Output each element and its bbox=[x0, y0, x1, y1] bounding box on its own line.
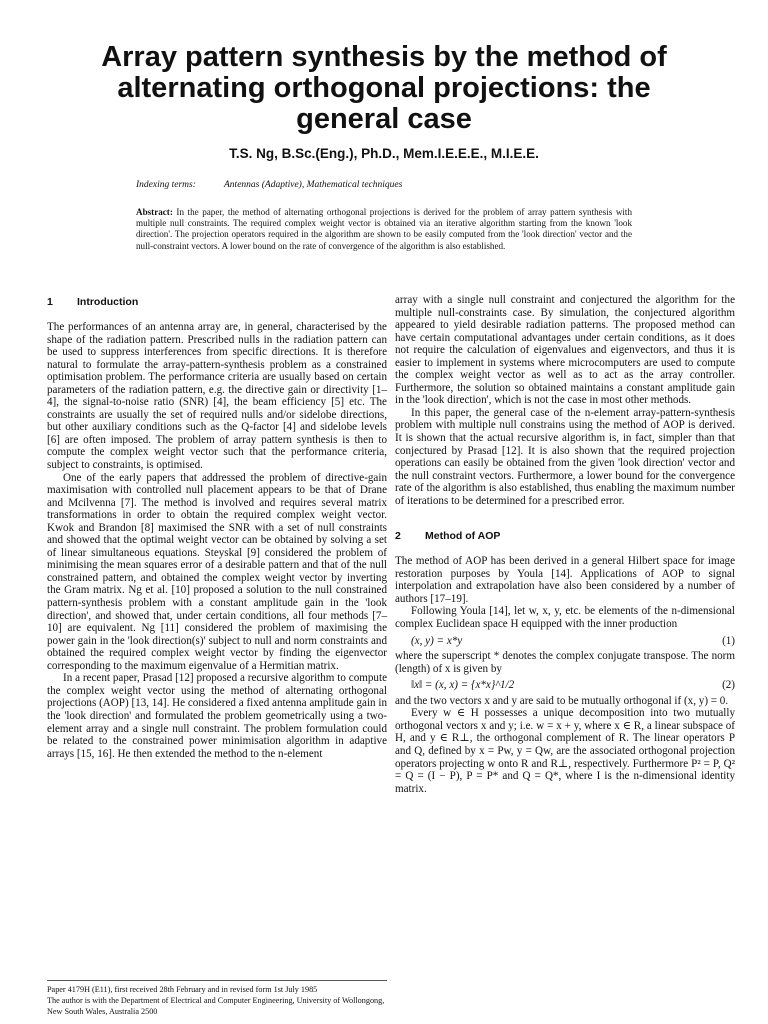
abstract-label: Abstract: bbox=[136, 207, 173, 217]
title-line: general case bbox=[296, 103, 472, 135]
body-paragraph: array with a single null constraint and conjectured the algorithm for the multiple null-constraints case. By simulation, the conjectured algorithm appeared to yield desirable radiation patterns. The proposed method can have certain computational advantages under certain conditions, as it does not require the calculation of eigenvalues and eigenvectors, and thus it is easier to implement in systems where microcomputers are used to compute the complex weight vector as well as to act as the array controller. Furthermore, the solution so obtained maintains a constant amplitude gain in the 'look direction', which is not the case in most other methods. bbox=[395, 294, 735, 407]
footnote-line: Paper 4179H (E11), first received 28th February and in revised form 1st July 1985 bbox=[47, 985, 318, 994]
footnote-line: The author is with the Department of Electrical and Computer Engineering, University of Wollongong, New South Wales, Australia 2500 bbox=[47, 996, 385, 1016]
indexing-terms bbox=[136, 180, 402, 190]
section-heading-method-of-aop bbox=[395, 530, 735, 542]
body-paragraph: In this paper, the general case of the n-element array-pattern-synthesis problem with multiple null constrains using the method of AOP is derived. It is shown that the actual recursive algorithm is, in fact, simpler than that conjectured by Prasad [12]. It is also shown that the required projection operations can easily be obtained from the given 'look direction' vector and the null constraint vectors. Furthermore, a lower bound for the convergence rate of the algorithm is also established, thus enabling the maximum number of iterations to be determined for a prescribed error. bbox=[395, 406, 735, 507]
body-paragraph: Every w ∈ H possesses a unique decomposition into two mutually orthogonal vectors x and y; i.e. w = x + y, where x ∈ R, a linear subspace of H, and y ∈ R⊥, the orthogonal complement of R. The linear operators P and Q, defined by x = Pw, y = Qw, are the associated orthogonal projection operators projecting w onto R and R⊥, respectively. Furthermore P² = P, Q² = Q = (I − P), P = P* and Q = Q*, where I is the n-dimensional identity matrix. bbox=[395, 707, 735, 795]
body-paragraph: and the two vectors x and y are said to be mutually orthogonal if (x, y) = 0. bbox=[395, 694, 729, 707]
paper-title bbox=[40, 42, 728, 135]
abstract-text: In the paper, the method of alternating orthogonal projections is derived for the problem of array pattern synthesis with multiple null constraints. The required complex weight vector is obtained via an iterative algorithm starting from the known 'look direction'. The projection operators required in the algorithm are shown to be easily computed from the 'look direction' vector and the null-constraint vectors. A lower bound on the rate of convergence of the algorithm is also established. bbox=[136, 207, 632, 251]
abstract bbox=[136, 207, 632, 252]
equation-1 bbox=[395, 635, 735, 648]
section-title: Introduction bbox=[77, 296, 139, 308]
equation-2 bbox=[395, 679, 735, 692]
indexing-values: Antennas (Adaptive), Mathematical techniques bbox=[224, 180, 403, 190]
section-number: 1 bbox=[47, 296, 53, 308]
body-paragraph: One of the early papers that addressed the problem of directive-gain maximisation with controlled null placement appears to be that of Drane and Mcilvenna [7]. The method is involved and requires several matrix transformations in order to obtain the required complex weight vector. Kwok and Brandon [8] maximised the SNR with a set of null constraints and showed that the optimal weight vector can be obtained by solving a set of linear simultaneous equations. Steyskal [9] considered the problem of minimising the mean squares error of a desirable pattern and that of the null constrained pattern, and obtained the complex weight vector by inverting the Gram matrix. Ng et al. [10] proposed a solution to the null constrained pattern-synthesis problem with a constant amplitude gain in the 'look direction', and showed that, under certain conditions, all four methods [7–10] are equivalent. Ng [11] considered the problem of maximising the power gain in the 'look direction(s)' subject to null and norm constraints and obtained the required complex weight vector by finding the eigenvector corresponding to the maximum eigenvalue of a Hermitian matrix. bbox=[47, 471, 387, 672]
equation-body: (x, y) = x*y bbox=[411, 634, 463, 647]
equation-number: (2) bbox=[722, 679, 735, 692]
body-paragraph: In a recent paper, Prasad [12] proposed a recursive algorithm to compute the complex weight vector using the method of alternating orthogonal projections (AOP) [13, 14]. He considered a fixed antenna amplitude gain in the 'look direction' and formulated the problem geometrically using a two-element array and a single null constraint. The problem formulation could be related to the constrained power minimisation algorithm in adaptive arrays [15, 16]. He then extended the method to the n-element bbox=[47, 672, 387, 760]
title-line: alternating orthogonal projections: the bbox=[117, 72, 651, 104]
indexing-label: Indexing terms: bbox=[136, 180, 196, 190]
equation-number: (1) bbox=[722, 634, 735, 647]
section-number: 2 bbox=[395, 530, 401, 543]
equation-body: ‖x‖ = (x, x) = {x*x}^1/2 bbox=[411, 679, 515, 692]
section-title: Method of AOP bbox=[425, 530, 501, 543]
body-paragraph: Following Youla [14], let w, x, y, etc. be elements of the n-dimensional complex Euclidean space H equipped with the inner production bbox=[395, 605, 735, 631]
footnote bbox=[47, 980, 387, 1017]
left-column bbox=[47, 294, 387, 760]
body-paragraph: The performances of an antenna array are, in general, characterised by the shape of the radiation pattern. Prescribed nulls in the radiation pattern can be used to suppress interferences from specific directions. It is therefore natural to formulate the array-pattern-synthesis problem as a constrained optimisation problem. The performance criteria are usually based on certain parameters of the radiation pattern, e.g. the directive gain or directivity [1–4], the signal-to-noise ratio (SNR) [4], the beam efficiency [5] etc. The constraints are usually the set of required nulls and/or sidelobe directions, but other auxiliary conditions such as the Q-factor [4] and sidelobe levels [6] are often imposed. The problem of array pattern synthesis is then to compute the complex weight vector such that the performance criteria, subject to constraints, is optimised. bbox=[47, 321, 387, 472]
body-paragraph: where the superscript * denotes the complex conjugate transpose. The norm (length) of x is given by bbox=[395, 650, 735, 675]
body-paragraph: The method of AOP has been derived in a general Hilbert space for image restoration purposes by Youla [14]. Applications of AOP to signal interpolation and extrapolation have also been considered by a number of authors [17–19]. bbox=[395, 555, 735, 605]
section-heading-introduction bbox=[47, 296, 387, 308]
title-line: Array pattern synthesis by the method of bbox=[101, 41, 667, 73]
author-line: T.S. Ng, B.Sc.(Eng.), Ph.D., Mem.I.E.E.E., M.I.E.E. bbox=[229, 146, 539, 161]
right-column bbox=[395, 294, 735, 795]
